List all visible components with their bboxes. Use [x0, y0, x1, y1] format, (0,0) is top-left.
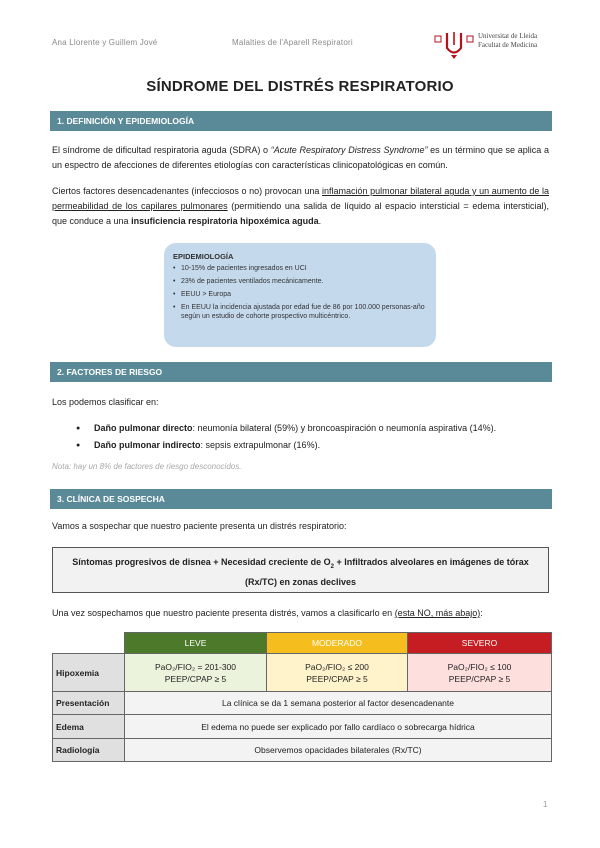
faculty-name: Facultat de Medicina [478, 41, 538, 49]
page-number: 1 [543, 800, 548, 809]
severo-hipoxemia-cell: PaO₂/FIO₂ ≤ 100 PEEP/CPAP ≥ 5 [408, 654, 552, 692]
page-header [52, 30, 560, 58]
edema-value: El edema no puede ser explicado por fallo cardíaco o sobrecarga hídrica [125, 715, 552, 739]
moderado-hipoxemia-cell: PaO₂/FIO₂ ≤ 200 PEEP/CPAP ≥ 5 [267, 654, 408, 692]
university-logo [432, 30, 560, 60]
severity-classification-table [52, 632, 552, 762]
epidemiology-title: EPIDEMIOLOGÍA [173, 252, 234, 261]
risk-intro: Los podemos clasificar en: [52, 397, 159, 407]
row-header-presentacion: Presentación [53, 692, 125, 715]
row-header-radiologia: Radiología [53, 739, 125, 762]
risk-factor-list [76, 420, 546, 454]
list-item: • EEUU > Europa [173, 290, 426, 299]
row-header-hipoxemia: Hipoxemia [53, 654, 125, 692]
row-header-edema: Edema [53, 715, 125, 739]
list-item: • En EEUU la incidencia ajustada por edad fue de 86 por 100.000 personas-año según un estudio de cohorte prospectivo multicéntrico. [173, 303, 426, 321]
epidemiology-box [164, 243, 436, 347]
table-row [53, 633, 552, 654]
page-title: SÍNDROME DEL DISTRÉS RESPIRATORIO [146, 78, 454, 95]
table-row [53, 715, 552, 739]
list-item: • 23% de pacientes ventilados mecánicamente. [173, 277, 426, 286]
section-heading-factores: 2. FACTORES DE RIESGO [50, 362, 552, 382]
suspicion-intro: Vamos a sospechar que nuestro paciente presenta un distrés respiratorio: [52, 521, 347, 531]
section-heading-definicion: 1. DEFINICIÓN Y EPIDEMIOLOGÍA [50, 111, 552, 131]
header-subject: Malalties de l'Aparell Respiratori [232, 38, 353, 47]
column-header-severo: SEVERO [408, 633, 552, 654]
risk-note: Nota: hay un 8% de factores de riesgo desconocidos. [52, 462, 242, 471]
table-row [53, 654, 552, 692]
radiologia-value: Observemos opacidades bilaterales (Rx/TC) [125, 739, 552, 762]
pathophysiology-paragraph: Ciertos factores desencadenantes (infecciosos o no) provocan una inflamación pulmonar bilateral aguda y un aumento de la permeabilidad de los capilares pulmonares (permitiendo una salida de líquido al espacio intersticial = edema intersticial), que conduce a una insuficiencia respiratoria hipoxémica aguda. [52, 186, 549, 226]
presentacion-value: La clínica se da 1 semana posterior al factor desencadenante [125, 692, 552, 715]
symptom-criteria-box: Síntomas progresivos de disnea + Necesidad creciente de $O_2$ + Infiltrados alveolares en imágenes de tórax (Rx/TC) en zonas declives [52, 547, 549, 593]
section-heading-clinica: 3. CLÍNICA DE SOSPECHA [50, 489, 552, 509]
university-crest-icon [432, 30, 476, 60]
table-row [53, 739, 552, 762]
epidemiology-list [173, 264, 426, 321]
definition-paragraph: El síndrome de dificultad respiratoria aguda (SDRA) o “Acute Respiratory Distress Syndrome” es un término que se aplica a un espectro de afecciones de diferentes etiologías con características clinicopatológicas en común. [52, 145, 550, 170]
list-item: ● Daño pulmonar indirecto: sepsis extrapulmonar (16%). [76, 437, 546, 454]
list-item: ● Daño pulmonar directo: neumonía bilateral (59%) y broncoaspiración o neumonía aspirativa (14%). [76, 420, 546, 437]
leve-hipoxemia-cell: PaO₂/FIO₂ = 201-300 PEEP/CPAP ≥ 5 [125, 654, 267, 692]
university-name: Universitat de Lleida [478, 32, 538, 40]
column-header-moderado: MODERADO [267, 633, 408, 654]
header-authors: Ana Llorente y Guillem Jové [52, 38, 158, 47]
table-row [53, 692, 552, 715]
classification-intro: Una vez sospechamos que nuestro paciente presenta distrés, vamos a clasificarlo en (esta NO, más abajo): [52, 608, 483, 618]
list-item: • 10-15% de pacientes ingresados en UCI [173, 264, 426, 273]
column-header-leve: LEVE [125, 633, 267, 654]
